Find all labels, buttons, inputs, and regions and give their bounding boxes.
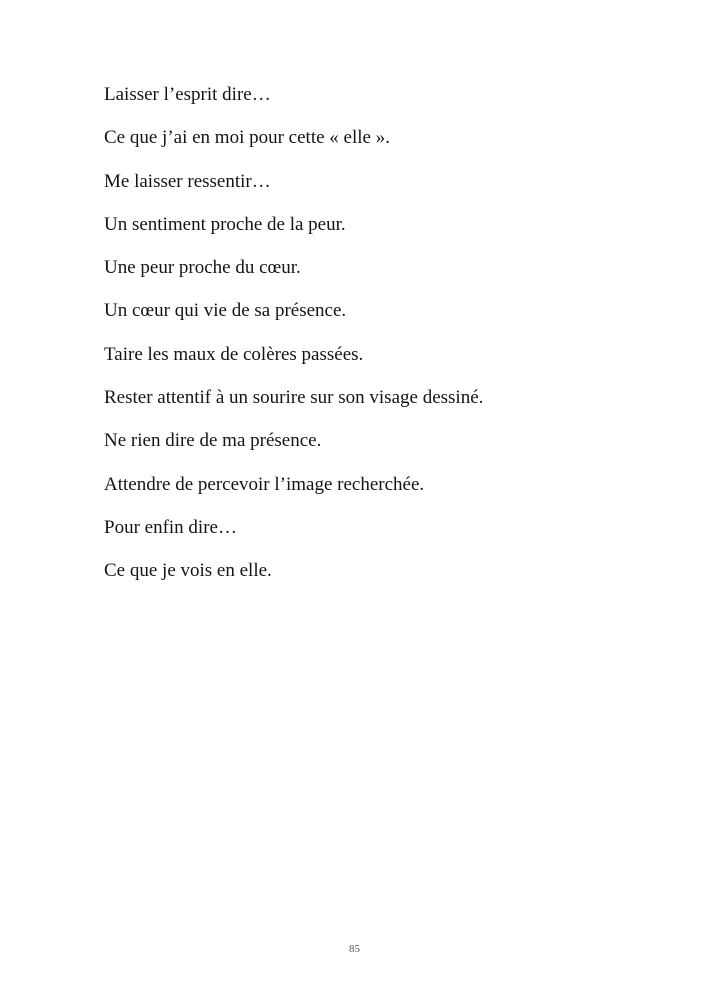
poem-line: Ce que je vois en elle. bbox=[104, 560, 272, 582]
poem-line: Rester attentif à un sourire sur son visage dessiné. bbox=[104, 387, 484, 409]
page-number: 85 bbox=[349, 943, 360, 955]
poem-line: Ce que j’ai en moi pour cette « elle ». bbox=[104, 127, 390, 149]
poem-line: Attendre de percevoir l’image recherchée. bbox=[104, 473, 425, 495]
poem-line: Taire les maux de colères passées. bbox=[104, 343, 364, 365]
poem-body bbox=[104, 84, 664, 604]
poem-line: Laisser l’esprit dire… bbox=[104, 84, 271, 105]
poem-line: Me laisser ressentir… bbox=[104, 170, 271, 192]
poem-line: Ne rien dire de ma présence. bbox=[104, 430, 322, 452]
poem-line: Un cœur qui vie de sa présence. bbox=[104, 300, 347, 322]
poem-line: Pour enfin dire… bbox=[104, 516, 237, 538]
poem-line: Une peur proche du cœur. bbox=[104, 257, 301, 279]
poem-line: Un sentiment proche de la peur. bbox=[104, 213, 346, 235]
